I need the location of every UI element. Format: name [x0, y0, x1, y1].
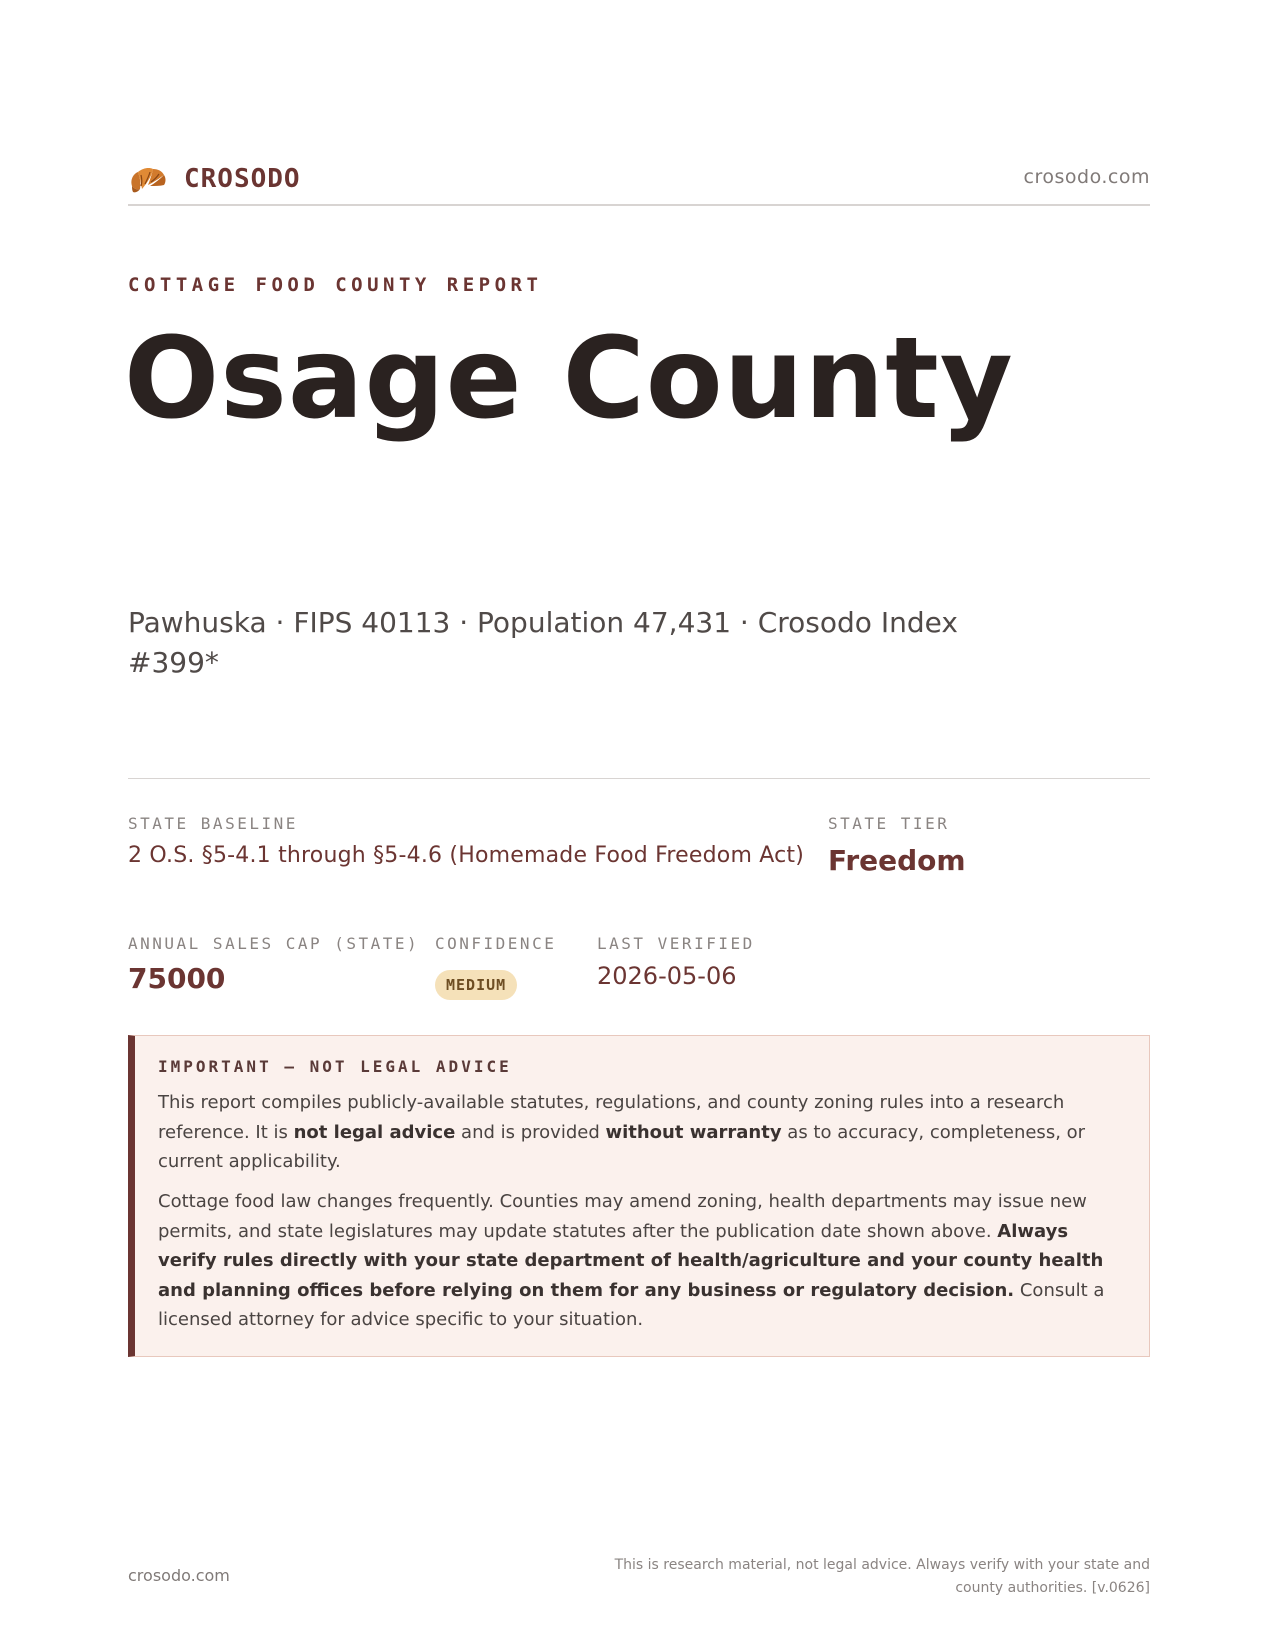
last-verified-value: 2026-05-06	[597, 962, 737, 990]
disclaimer-paragraph-2: Cottage food law changes frequently. Counties may amend zoning, health departments may issue new permits, and state legislatures may update statutes after the publication date shown above. Always verify rules directly with your state department of health/agriculture and your county health and planning offices before relying on them for any business or regulatory decision. Consult a licensed attorney for advice specific to your situation.	[158, 1191, 1105, 1330]
sales-cap-value: 75000	[128, 962, 226, 995]
report-page	[124, 0, 1150, 1650]
confidence-badge: MEDIUM	[435, 970, 517, 1000]
sales-cap-label: ANNUAL SALES CAP (STATE)	[128, 934, 420, 953]
state-tier-value: Freedom	[828, 844, 966, 877]
state-baseline-label: STATE BASELINE	[128, 814, 298, 833]
header	[128, 158, 1150, 206]
section-divider	[128, 778, 1150, 779]
report-subtitle: Pawhuska · FIPS 40113 · Population 47,431 · Crosodo Index #399*	[128, 606, 958, 679]
brand-name: CROSODO	[184, 164, 301, 194]
disclaimer-paragraph-1: This report compiles publicly-available statutes, regulations, and county zoning rules into a research reference. It is not legal advice and is provided without warranty as to accuracy, completeness, or current applicability.	[158, 1092, 1086, 1172]
state-tier-label: STATE TIER	[828, 814, 950, 833]
page-title: Osage County	[124, 314, 1014, 444]
disclaimer-heading: IMPORTANT — NOT LEGAL ADVICE	[158, 1057, 512, 1076]
confidence-label: CONFIDENCE	[435, 934, 557, 953]
croissant-icon	[128, 162, 168, 196]
report-kicker: COTTAGE FOOD COUNTY REPORT	[128, 274, 543, 296]
state-baseline-value: 2 O.S. §5-4.1 through §5-4.6 (Homemade Food Freedom Act)	[128, 843, 805, 868]
footer-url-link[interactable]: crosodo.com	[128, 1566, 230, 1585]
disclaimer-box	[128, 1035, 1150, 1357]
footer-disclaimer: This is research material, not legal advice. Always verify with your state and county authorities. [v.0626]	[614, 1557, 1150, 1596]
header-url-link[interactable]: crosodo.com	[1023, 166, 1150, 188]
brand[interactable]	[128, 162, 301, 196]
last-verified-label: LAST VERIFIED	[597, 934, 755, 953]
